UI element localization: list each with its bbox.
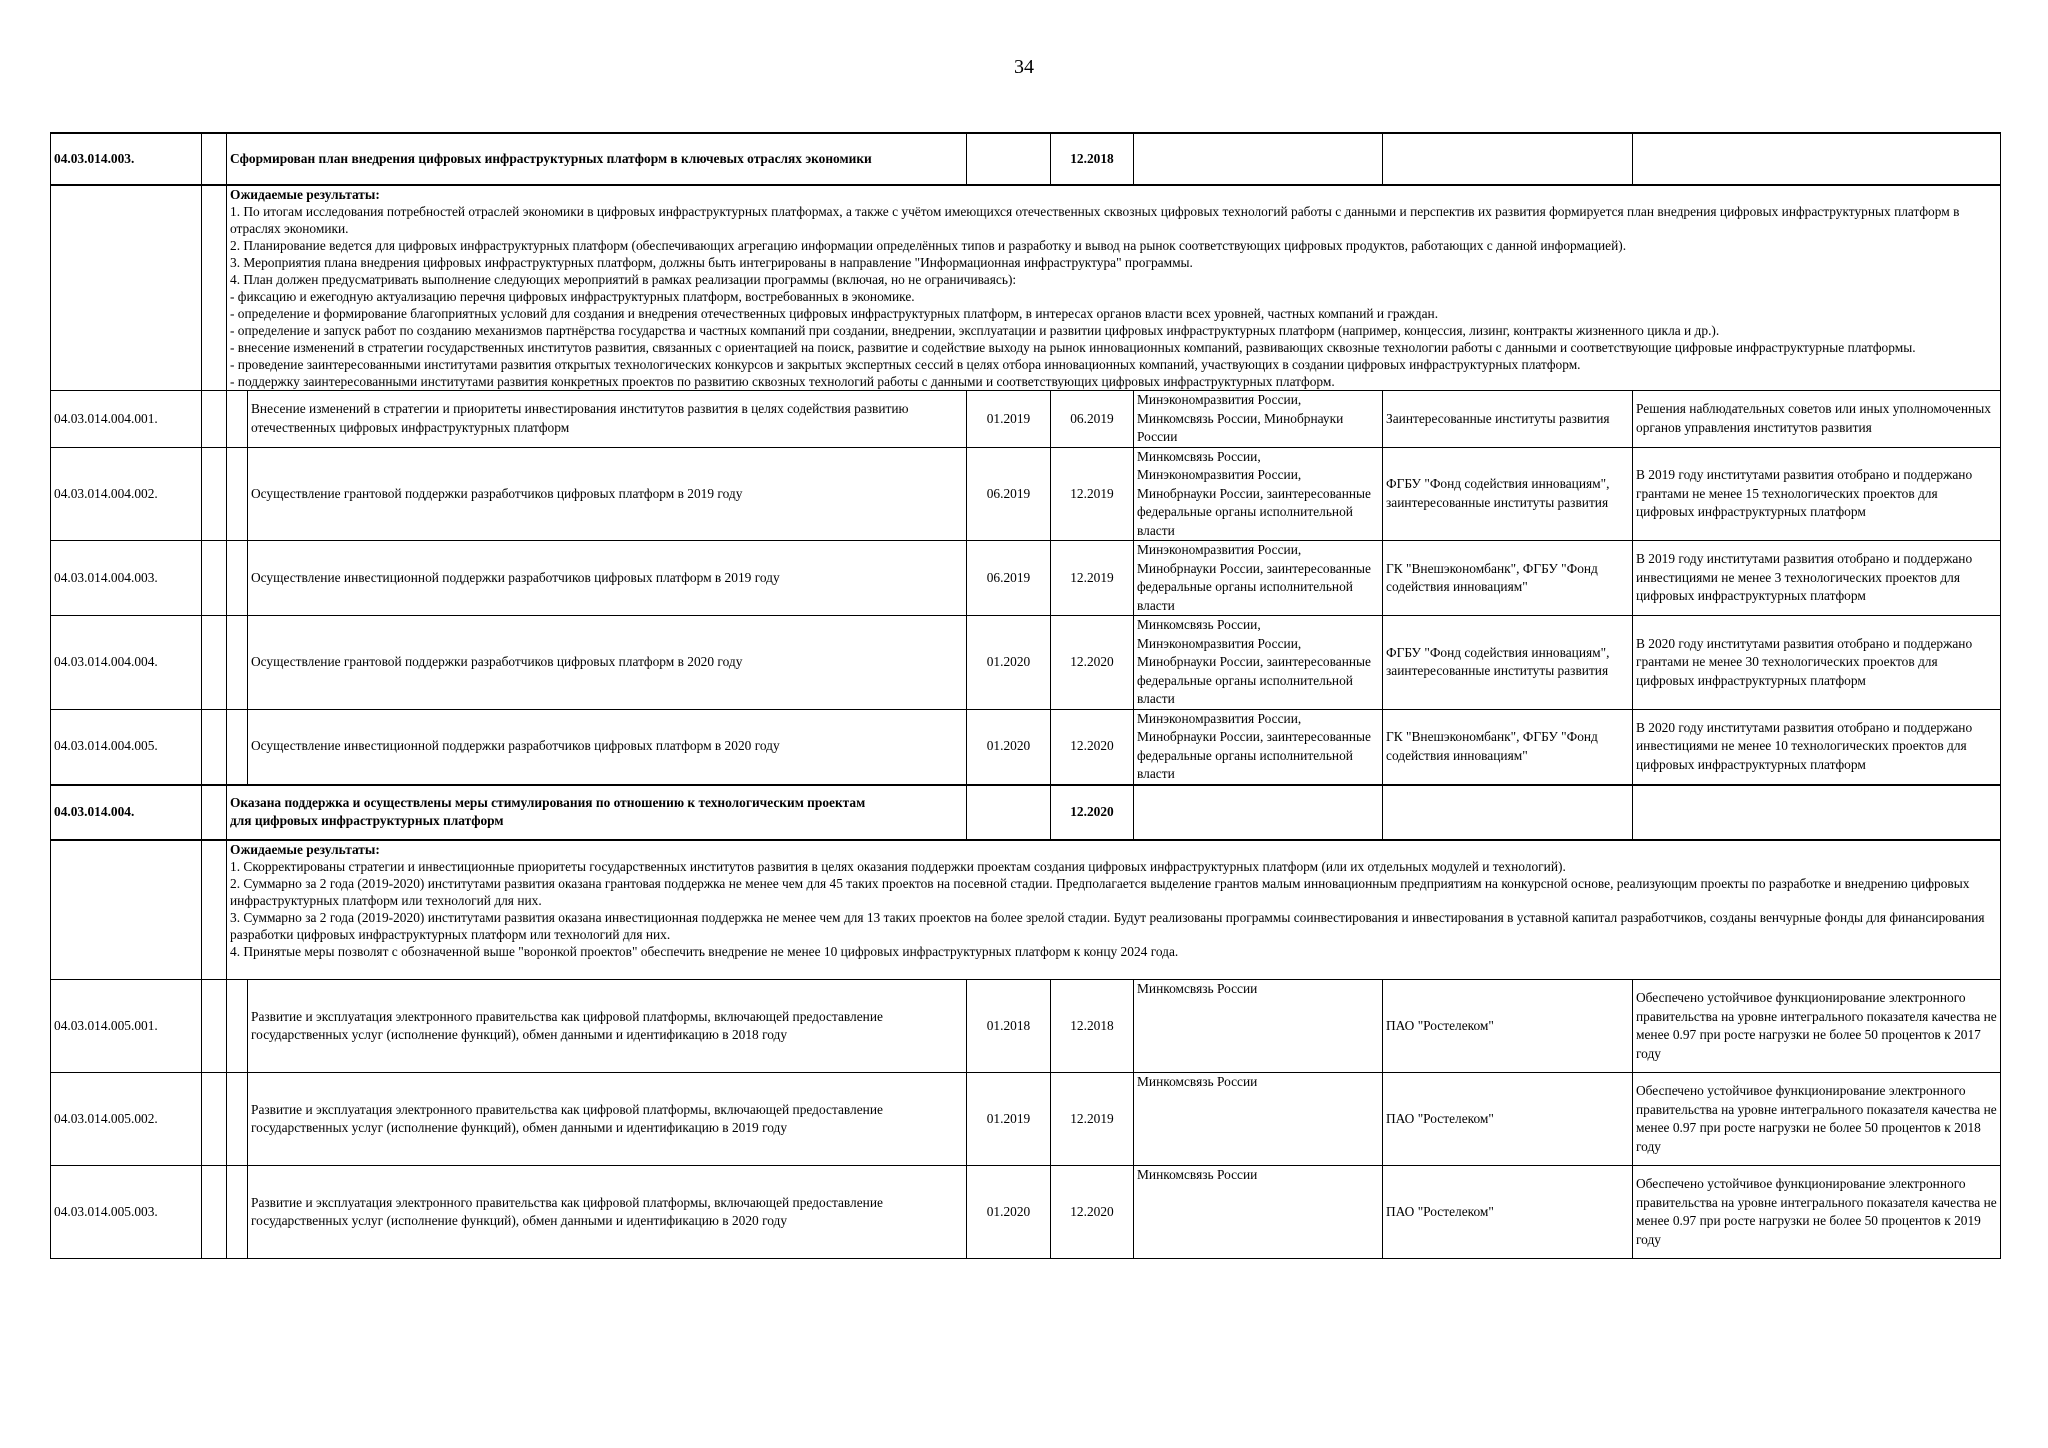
spacer-cell (227, 709, 248, 785)
result-cell: Обеспечено устойчивое функционирование электронного правительства на уровне интегрального показателя качества не менее 0.97 при росте нагрузки не более 50 процентов к 2019 году (1633, 1166, 2001, 1259)
start-date (967, 133, 1051, 185)
responsible-cell: Минэкономразвития России, Минобрнауки России, заинтересованные федеральные органы исполнительной власти (1134, 709, 1383, 785)
start-date: 01.2020 (967, 1166, 1051, 1259)
expected-result-line: 4. План должен предусматривать выполнение следующих мероприятий в рамках реализации программы (включая, но не ограничиваясь): (230, 272, 1017, 287)
roadmap-table-body (51, 133, 2001, 1259)
end-date: 12.2019 (1051, 1073, 1134, 1166)
expected-results (227, 185, 2001, 391)
result-cell (1633, 133, 2001, 185)
end-date: 12.2020 (1051, 1166, 1134, 1259)
page-number: 34 (1014, 56, 1034, 78)
expected-results-heading: Ожидаемые результаты: (230, 841, 380, 857)
expected-result-line: - определение и запуск работ по созданию механизмов партнёрства государства и частных компаний при создании, внедрении, эксплуатации и развитии цифровых инфраструктурных платформ (например, концессия, лизинг, контракты жизненного цикла и др.). (230, 323, 1720, 338)
spacer-cell (227, 980, 248, 1073)
spacer-cell (202, 1166, 227, 1259)
task-title: Осуществление грантовой поддержки разработчиков цифровых платформ в 2019 году (248, 447, 967, 541)
task-code: 04.03.014.005.003. (51, 1166, 202, 1259)
task-title: Осуществление грантовой поддержки разработчиков цифровых платформ в 2020 году (248, 616, 967, 710)
end-date: 12.2018 (1051, 133, 1134, 185)
result-cell: Обеспечено устойчивое функционирование электронного правительства на уровне интегрального показателя качества не менее 0.97 при росте нагрузки не более 50 процентов к 2018 году (1633, 1073, 2001, 1166)
task-title: Внесение изменений в стратегии и приоритеты инвестирования институтов развития в целях содействия развитию отечественных цифровых инфраструктурных платформ (248, 391, 967, 448)
spacer-cell (227, 541, 248, 616)
expected-results (227, 840, 2001, 980)
start-date: 01.2020 (967, 616, 1051, 710)
responsible-cell (1134, 785, 1383, 840)
participants-cell (1383, 133, 1633, 185)
participants-cell: Заинтересованные институты развития (1383, 391, 1633, 448)
end-date: 12.2020 (1051, 785, 1134, 840)
expected-result-line: - внесение изменений в стратегии государственных институтов развития, связанных с ориентацией на поиск, развитие и содействие выходу на рынок инновационных компаний, развивающих сквозные технологии работы с данными и соответствующие цифровые инфраструктурные платформы. (230, 340, 1916, 355)
results-row (51, 185, 2001, 391)
responsible-cell: Минкомсвязь России, Минэкономразвития России, Минобрнауки России, заинтересованные федеральные органы исполнительной власти (1134, 447, 1383, 541)
start-date: 06.2019 (967, 541, 1051, 616)
section-code: 04.03.014.004. (51, 785, 202, 840)
expected-result-line: 3. Мероприятия плана внедрения цифровых инфраструктурных платформ, должны быть интегрированы в направление "Информационная инфраструктура" программы. (230, 255, 1193, 270)
task-title: Осуществление инвестиционной поддержки разработчиков цифровых платформ в 2020 году (248, 709, 967, 785)
spacer-cell (202, 785, 227, 840)
spacer-cell (202, 980, 227, 1073)
spacer-cell (227, 1073, 248, 1166)
result-cell: В 2019 году институтами развития отобрано и поддержано грантами не менее 15 технологических проектов для цифровых инфраструктурных платформ (1633, 447, 2001, 541)
participants-cell: ФГБУ "Фонд содействия инновациям", заинтересованные институты развития (1383, 447, 1633, 541)
result-cell: Обеспечено устойчивое функционирование электронного правительства на уровне интегрального показателя качества не менее 0.97 при росте нагрузки не более 50 процентов к 2017 году (1633, 980, 2001, 1073)
start-date: 01.2020 (967, 709, 1051, 785)
end-date: 12.2020 (1051, 709, 1134, 785)
expected-result-line: 2. Планирование ведется для цифровых инфраструктурных платформ (обеспечивающих агрегацию информации определённых типов и разработку и вывод на рынок соответствующих цифровых продуктов, работающих с данной информацией). (230, 238, 1627, 253)
expected-result-line: 3. Суммарно за 2 года (2019-2020) институтами развития оказана инвестиционная поддержка не менее чем для 13 таких проектов на более зрелой стадии. Будут реализованы программы соинвестирования и инвестирования в уставной капитал разработчиков, созданы венчурные фонды для финансирования разработки цифровых инфраструктурных платформ или технологий для них. (230, 909, 1985, 942)
end-date: 12.2018 (1051, 980, 1134, 1073)
result-cell (1633, 785, 2001, 840)
task-row (51, 1166, 2001, 1259)
section-title-text: Оказана поддержка и осуществлены меры стимулирования по отношению к технологическим проектам для цифровых инфраструктурных платформ (230, 794, 866, 828)
participants-cell: ПАО "Ростелеком" (1383, 1073, 1633, 1166)
expected-result-line: 4. Принятые меры позволят с обозначенной выше "воронкой проектов" обеспечить внедрение не менее 10 цифровых инфраструктурных платформ к концу 2024 года. (230, 943, 1179, 959)
expected-result-line: 1. Скорректированы стратегии и инвестиционные приоритеты государственных институтов развития в целях оказания поддержки проектам создания цифровых инфраструктурных платформ (или их отдельных модулей и технологий). (230, 858, 1566, 874)
spacer-cell (202, 709, 227, 785)
spacer-cell (202, 391, 227, 448)
expected-result-line: - фиксацию и ежегодную актуализацию перечня цифровых инфраструктурных платформ, востребованных в экономике. (230, 289, 915, 304)
participants-cell: ПАО "Ростелеком" (1383, 980, 1633, 1073)
section-row (51, 133, 2001, 185)
end-date: 12.2019 (1051, 447, 1134, 541)
section-title (227, 133, 967, 185)
participants-cell (1383, 785, 1633, 840)
section-row (51, 785, 2001, 840)
participants-cell: ФГБУ "Фонд содействия инновациям", заинтересованные институты развития (1383, 616, 1633, 710)
responsible-cell: Минкомсвязь России (1134, 1073, 1383, 1166)
spacer-cell (202, 133, 227, 185)
expected-result-line: 2. Суммарно за 2 года (2019-2020) институтами развития оказана грантовая поддержка не менее чем для 45 таких проектов на посевной стадии. Предполагается выделение грантов малым инновационным предприятиям на конкурсной основе, реализующим проекты по разработке и внедрению цифровых инфраструктурных платформ или технологий для них. (230, 875, 1970, 908)
section-title (227, 785, 967, 840)
task-title: Развитие и эксплуатация электронного правительства как цифровой платформы, включающей предоставление государственных услуг (исполнение функций), обмен данными и идентификацию в 2018 году (248, 980, 967, 1073)
participants-cell: ПАО "Ростелеком" (1383, 1166, 1633, 1259)
spacer-cell (227, 391, 248, 448)
result-cell: В 2019 году институтами развития отобрано и поддержано инвестициями не менее 3 технологических проектов для цифровых инфраструктурных платформ (1633, 541, 2001, 616)
section-title-text: Сформирован план внедрения цифровых инфраструктурных платформ в ключевых отраслях экономики (230, 150, 872, 166)
roadmap-table (50, 132, 2001, 1259)
task-code: 04.03.014.005.002. (51, 1073, 202, 1166)
spacer-cell (202, 447, 227, 541)
task-row (51, 709, 2001, 785)
end-date: 12.2020 (1051, 616, 1134, 710)
expected-result-line: - определение и формирование благоприятных условий для создания и внедрения отечественных цифровых инфраструктурных платформ, в интересах органов власти всех уровней, частных компаний и граждан. (230, 306, 1439, 321)
expected-result-line: 1. По итогам исследования потребностей отраслей экономики в цифровых инфраструктурных платформах, а также с учётом имеющихся отечественных сквозных цифровых технологий работы с данными и перспектив их развития формируется план внедрения цифровых инфраструктурных платформ в отраслях экономики. (230, 204, 1960, 236)
start-date: 06.2019 (967, 447, 1051, 541)
empty-code-cell (51, 840, 202, 980)
responsible-cell: Минкомсвязь России (1134, 980, 1383, 1073)
expected-result-line: - поддержку заинтересованными институтами развития конкретных проектов по развитию сквозных технологий работы с данными и соответствующих цифровых инфраструктурных платформ. (230, 374, 1335, 389)
task-title: Осуществление инвестиционной поддержки разработчиков цифровых платформ в 2019 году (248, 541, 967, 616)
responsible-cell: Минэкономразвития России, Минобрнауки России, заинтересованные федеральные органы исполнительной власти (1134, 541, 1383, 616)
task-row (51, 1073, 2001, 1166)
section-code: 04.03.014.003. (51, 133, 202, 185)
start-date (967, 785, 1051, 840)
result-cell: В 2020 году институтами развития отобрано и поддержано инвестициями не менее 10 технологических проектов для цифровых инфраструктурных платформ (1633, 709, 2001, 785)
task-code: 04.03.014.004.005. (51, 709, 202, 785)
expected-results-heading: Ожидаемые результаты: (230, 187, 380, 202)
task-code: 04.03.014.004.003. (51, 541, 202, 616)
responsible-cell: Минэкономразвития России, Минкомсвязь России, Минобрнауки России (1134, 391, 1383, 448)
end-date: 12.2019 (1051, 541, 1134, 616)
spacer-cell (227, 447, 248, 541)
task-title: Развитие и эксплуатация электронного правительства как цифровой платформы, включающей предоставление государственных услуг (исполнение функций), обмен данными и идентификацию в 2019 году (248, 1073, 967, 1166)
end-date: 06.2019 (1051, 391, 1134, 448)
spacer-cell (202, 541, 227, 616)
spacer-cell (202, 1073, 227, 1166)
task-code: 04.03.014.004.002. (51, 447, 202, 541)
task-row (51, 447, 2001, 541)
task-row (51, 980, 2001, 1073)
spacer-cell (202, 840, 227, 980)
spacer-cell (227, 616, 248, 710)
responsible-cell (1134, 133, 1383, 185)
participants-cell: ГК "Внешэкономбанк", ФГБУ "Фонд содействия инновациям" (1383, 709, 1633, 785)
empty-code-cell (51, 185, 202, 391)
participants-cell: ГК "Внешэкономбанк", ФГБУ "Фонд содействия инновациям" (1383, 541, 1633, 616)
start-date: 01.2018 (967, 980, 1051, 1073)
spacer-cell (227, 1166, 248, 1259)
task-row (51, 391, 2001, 448)
result-cell: Решения наблюдательных советов или иных уполномоченных органов управления институтов развития (1633, 391, 2001, 448)
task-code: 04.03.014.004.001. (51, 391, 202, 448)
result-cell: В 2020 году институтами развития отобрано и поддержано грантами не менее 30 технологических проектов для цифровых инфраструктурных платформ (1633, 616, 2001, 710)
task-code: 04.03.014.005.001. (51, 980, 202, 1073)
task-row (51, 616, 2001, 710)
task-title: Развитие и эксплуатация электронного правительства как цифровой платформы, включающей предоставление государственных услуг (исполнение функций), обмен данными и идентификацию в 2020 году (248, 1166, 967, 1259)
responsible-cell: Минкомсвязь России, Минэкономразвития России, Минобрнауки России, заинтересованные федеральные органы исполнительной власти (1134, 616, 1383, 710)
task-row (51, 541, 2001, 616)
responsible-cell: Минкомсвязь России (1134, 1166, 1383, 1259)
start-date: 01.2019 (967, 1073, 1051, 1166)
spacer-cell (202, 185, 227, 391)
spacer-cell (202, 616, 227, 710)
results-row (51, 840, 2001, 980)
expected-result-line: - проведение заинтересованными институтами развития открытых технологических конкурсов и закрытых экспертных сессий в целях отбора инновационных компаний, участвующих в создании цифровых инфраструктурных платформ. (230, 357, 1581, 372)
start-date: 01.2019 (967, 391, 1051, 448)
task-code: 04.03.014.004.004. (51, 616, 202, 710)
